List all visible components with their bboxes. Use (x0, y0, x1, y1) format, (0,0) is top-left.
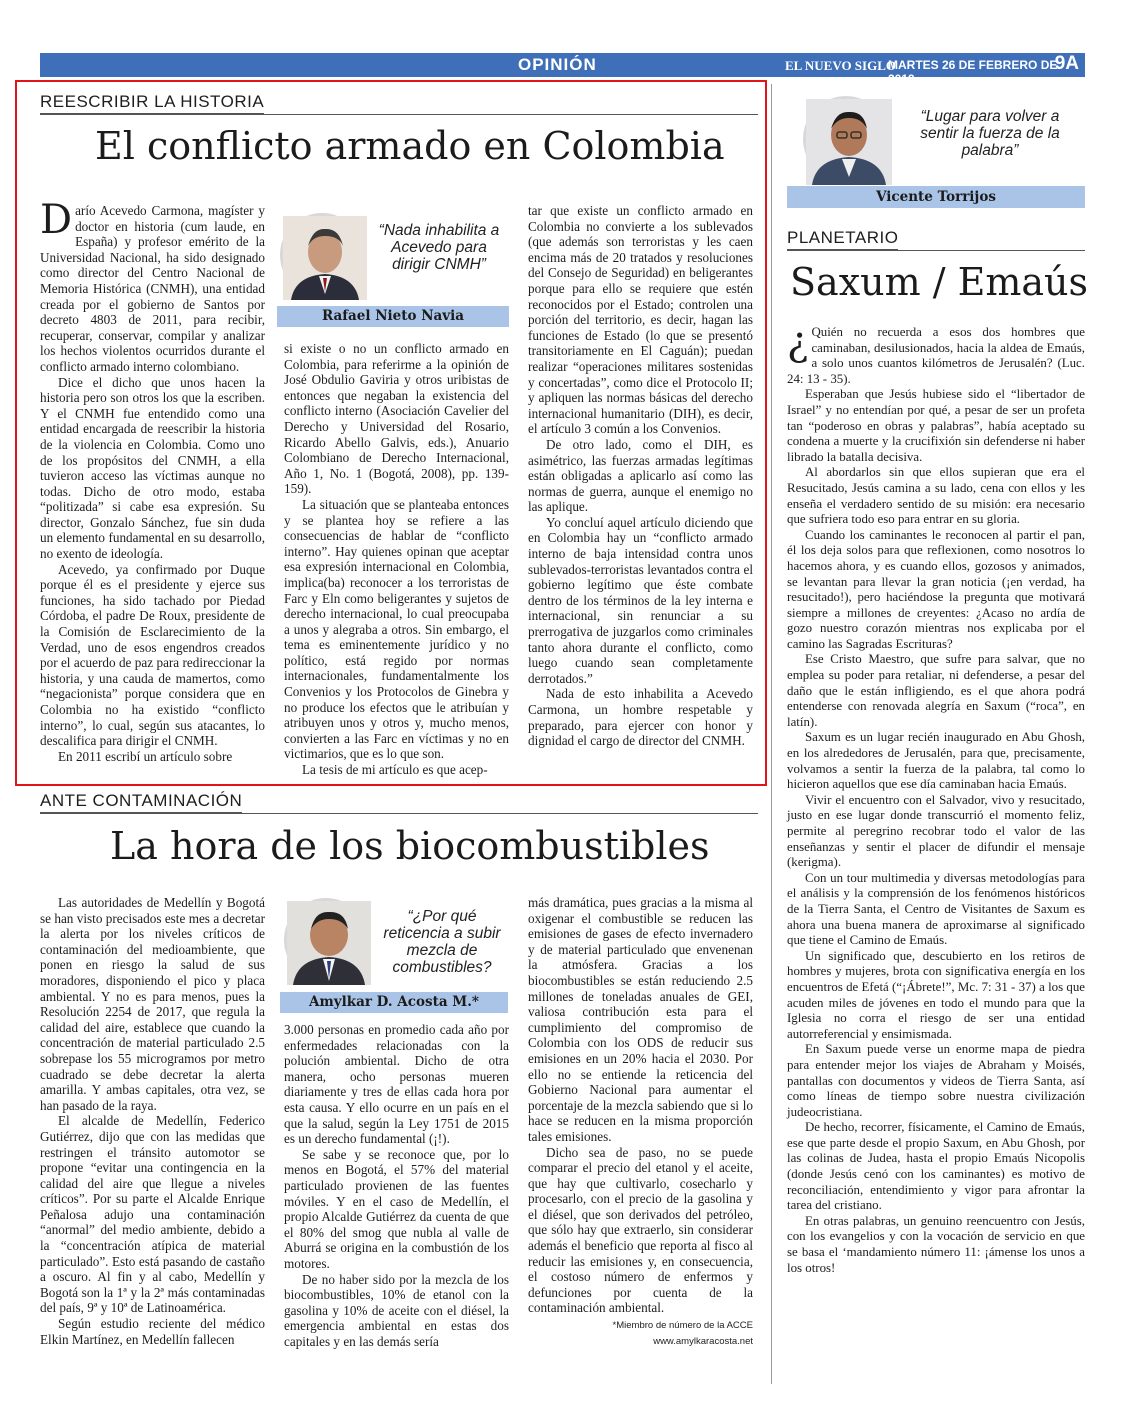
portrait-icon (287, 901, 371, 985)
article1-column-3 (528, 203, 753, 763)
portrait-icon (283, 216, 367, 300)
article1-columnist-box (277, 208, 509, 328)
page-header-bar (40, 53, 1085, 86)
paragraph: Dice el dicho que unos hacen la historia pero son otros los que la escriben. Y el CNMH fue entendido como una entidad encargada de reescribir la historia de la violencia en Colombia. Como uno de los propósitos del CNMH, a ella tuvieron acceso las víctimas aunque no todas. Dicho de otro modo, estaba “politizada” si cabe esa expresión. Su director, Gonzalo Sánchez, fue sin duda un elemento fundamental en su desarrollo, no exento de ideología. (40, 374, 265, 562)
paragraph: Según estudio reciente del médico Elkin Martínez, en Medellín fallecen (40, 1316, 265, 1347)
article2-column-1 (40, 895, 265, 1375)
paragraph: Al abordarlos sin que ellos supieran que era el Resucitado, Jesús camina a su lado, cena con ellos y les enseña el verdadero sentido de su misión: era necesario que sufriera todo eso para entrar en su gloria. (787, 465, 1085, 527)
dropcap: ¿ (787, 319, 809, 365)
article2-column-3 (528, 895, 753, 1317)
newspaper-name: EL NUEVO SIGLO (785, 58, 896, 73)
article2-kicker: ANTE CONTAMINACIÓN (40, 791, 242, 813)
columnist-name: Vicente Torrijos (787, 186, 1085, 208)
article2-headline: La hora de los biocombustibles (110, 824, 710, 868)
paragraph: En 2011 escribí un artículo sobre (58, 748, 233, 764)
paragraph: De no haber sido por la mezcla de los biocombustibles, 10% de etanol con la gasolina y 10% de aceite con el diésel, la emergencia ambiental en estas dos capitales y en las demás sería (284, 1271, 509, 1349)
columnist-photo (280, 213, 364, 297)
paragraph: Un significado que, descubierto en los retiros de hombres y mujeres, brota con significativa energía en los encuentros de Efetá (“¡Ábrete!”, Mc. 7: 31 - 37) a los que acuden miles de jóvenes en todo el mundo para que la Iglesia no corra el riesgo de ser una entidad autorreferencial y ensimismada. (787, 948, 1085, 1041)
paragraph: De otro lado, como el DIH, es asimétrico, las fuerzas armadas legítimas están obligadas a aplicarlo así como las normas de guerra, aunque el enemigo no las aplique. (528, 436, 753, 515)
paragraph: tar que existe un conflicto armado en Colombia no convierte a los sublevados (que además son terroristas y les caen encima más de 20 tratados y resoluciones del Consejo de Seguridad) en beligerantes porque para ello se requiere que estén reconocidos por el Estado; controlen una porción del territorio, es decir, hagan las funciones de Estado (lo que se presentó transitoriamente en El Caguán); puedan realizar “operaciones militares sostenidas y concertadas”, como dice el Protocolo II; y apliquen las normas básicas del derecho internacional humanitario (DIH), es decir, el artículo 3 común a los Convenios. (528, 203, 753, 437)
columnist-name: Amylkar D. Acosta M.* (280, 992, 508, 1013)
section-title: OPINIÓN (518, 55, 597, 74)
page-number: 9A (1054, 53, 1079, 74)
paragraph: Acevedo, ya confirmado por Duque porque él es el presidente y ejerce sus funciones, ha sido tachado por Piedad Córdoba, el padre De Roux, presidente de la Comisión de Esclarecimiento de la Verdad, uno de esos engendros creados por el acuerdo de paz para redireccionar la historia, y una cauda de mamertos, como “negacionista” porque considera que en Colombia no ha existido “conflicto interno”, lo cual, según sus atacantes, lo descalifica para dirigir el CNMH. (40, 561, 265, 749)
paragraph: Dicho sea de paso, no se puede comparar el precio del etanol y el aceite, que hay que cultivarlo, cosecharlo y procesarlo, con el precio de la gasolina y el diésel, que son derivados del petróleo, que sólo hay que extraerlo, sin considerar además el beneficio que reporta al fisco al reducir las emisiones y, en consecuencia, el costoso número de enfermos y defunciones por cuenta de la contaminación ambiental. (528, 1144, 753, 1316)
column-divider (771, 84, 772, 1384)
columnist-quote: “Nada inhabilita a Acevedo para dirigir CNMH” (378, 222, 500, 273)
article3-columnist-box (787, 94, 1085, 210)
columnist-quote: “¿Por qué reticencia a subir mezcla de combustibles? (383, 908, 501, 976)
article2-rule (40, 813, 758, 814)
article3-rule (787, 250, 1085, 251)
paragraph: El alcalde de Medellín, Federico Gutiérrez, dijo que con las medidas que restringen el tránsito automotor se propone “evitar una contingencia en la calidad del aire que llegue a niveles críticos”. Por su parte el Alcalde Enrique Peñalosa adujo una contaminación “anormal” del medio ambiente, debido a la “concentración atípica de material particulado”. Esto está pasando de castaño a oscuro. Al fin y al cabo, Medellín y Bogotá son la 1ª y la 2ª más contaminadas del país, 9ª y 10ª de Latinoamérica. (40, 1113, 265, 1316)
author-website: www.amylkaracosta.net (653, 1336, 753, 1347)
paragraph: más dramática, pues gracias a la misma al oxigenar el combustible se reducen las emisiones de gases de efecto invernadero y de material particulado que envenenan la atmósfera. Gracias a los biocombustibles se están reduciendo 2.5 millones de toneladas anuales de GEI, valiosa contribución esta para el cumplimiento del compromiso de Colombia con los ODS de reducir sus emisiones en un 20% hacia el 2030. Por ello no se entiende la reticencia del Gobierno Nacional para aumentar el porcentaje de la mezcla sabiendo que si lo hace se reducen en la misma proporción tales emisiones. (528, 895, 753, 1144)
author-footnote: *Miembro de número de la ACCE (612, 1320, 753, 1331)
columnist-quote: “Lugar para volver a sentir la fuerza de la palabra” (920, 108, 1060, 159)
article1-headline: El conflicto armado en Colombia (95, 124, 725, 168)
article1-column-1 (40, 197, 265, 764)
paragraph: Yo concluí aquel artículo diciendo que en Colombia hay un “conflicto armado interno de baja intensidad contra unos sublevados-terroristas levantados contra el gobierno legítimo que éste combate dentro de los términos de la ley interna e internacional, sin renunciar a su prerrogativa de juzgarlos como criminales tanto ahora durante el conflicto, como luego cuando sean completamente derrotados.” (528, 514, 753, 686)
paragraph: Se sabe y se reconoce que, por lo menos en Bogotá, el 57% del material particulado provienen de las fuentes móviles. Y en el caso de Medellín, el propio Alcalde Gutiérrez da cuenta de que el 80% del smog que nubla al valle de Aburrá se origina en la combustión de los motores. (284, 1146, 509, 1271)
article2-columnist-box (280, 896, 508, 1014)
paragraph: En Saxum puede verse un enorme mapa de piedra para entender mejor los viajes de Abraham y Moisés, pantallas con documentos y videos de Tierra Santa, así como líneas de tiempo sobre nuestra civilización judeocristiana. (787, 1042, 1085, 1119)
paragraph: Nada de esto inhabilita a Acevedo Carmona, un hombre respetable y preparado, para ejercer con honor y dignidad el cargo de director del CNMH. (528, 686, 753, 749)
article1-kicker: REESCRIBIR LA HISTORIA (40, 92, 264, 114)
columnist-photo (284, 898, 368, 982)
paragraph: Las autoridades de Medellín y Bogotá se han visto precisados este mes a decretar la alerta por los niveles críticos de contaminación del medioambiente, que ponen en riesgo la salud de sus moradores, disponiendo el pico y placa ambiental. Y no es para menos, pues la Resolución 2254 de 2017, que regula la calidad del aire, establece que cuando la concentración de material particulado 2.5 sobrepase los 55 microgramos por metro cuadrado se debe decretar la alerta amarilla. Y ambas capitales, otra vez, se han pasado de la raya. (40, 895, 265, 1113)
paragraph: Quién no recuerda a esos dos hombres que caminaban, desilusionados, hacia la aldea de Emaús, a solo unos cuantos kilómetros de Jerusalén? (Luc. 24: 13 - 35). (787, 325, 1085, 386)
paragraph: En otras palabras, un genuino reencuentro con Jesús, con los evangelios y con la vocación de servicio en que se basa el ‘mandamiento número 11: ¡ámense los unos a los otros! (787, 1213, 1085, 1275)
paragraph: La tesis de mi artículo es que acep- (302, 762, 488, 778)
paragraph: si existe o no un conflicto armado en Colombia, para referirme a la opinión de José Obdulio Gaviria y otros uribistas de entonces que negaban la existencia del conflicto interno (Asociación Cavelier del Derecho y Universidad del Rosario, Ricardo Abello Galvis, eds.), Anuario Colombiano de Derecho Internacional, Año 1, No. 1 (Bogotá, 2008), pp. 139-159). (284, 341, 509, 497)
article3-kicker: PLANETARIO (787, 228, 898, 250)
paragraph: De hecho, recorrer, físicamente, el Camino de Emaús, ese que parte desde el propio Saxum, en Abu Ghosh, por las colinas de Judea, hasta el propio Emaús Nicopolis (donde Jesús cenó con los caminantes) es motivo de reconciliación, entendimiento y vigor para afrontar la tarea del cristiano. (787, 1120, 1085, 1213)
article3-headline: Saxum / Emaús (790, 260, 1088, 304)
paragraph: Con un tour multimedia y diversas metodologías para el análisis y la comprensión de los fenómenos históricos de la Tierra Santa, el Centro de Visitantes de Saxum es ahora una buena manera de aproximarse al significado que tiene el Camino de Emaús. (787, 870, 1085, 948)
paragraph: Esperaban que Jesús hubiese sido el “libertador de Israel” y no entendían por qué, a pesar de ser un profeta tan “poderoso en obras y palabras”, había aceptado su condena a muerte y la crucifixión sin defenderse ni haber librado la batalla decisiva. (787, 387, 1085, 464)
article1-column-2 (284, 341, 509, 778)
columnist-photo (803, 96, 889, 182)
paragraph: 3.000 personas en promedio cada año por enfermedades relacionadas con la polución ambiental. Dicho de otra manera, ocho personas mueren diariamente y tres de ellas cada hora por esta causa. Y ello ocurre en un país en el que la salud, según la Ley 1751 de 2015 es un derecho fundamental (¡!). (284, 1022, 509, 1147)
columnist-name: Rafael Nieto Navia (277, 306, 509, 327)
portrait-icon (806, 99, 892, 185)
paragraph: Ese Cristo Maestro, que sufre para salvar, que no emplea su poder para retaliar, ni defenderse, a pesar del daño que le están infligiendo, es el que ahora podrá entenderse con renovada alegría en Saxum (“roca”, en latín). (787, 652, 1085, 729)
article3-column (787, 319, 1085, 1387)
paragraph: Cuando los caminantes le reconocen al partir el pan, él los deja solos para que reflexionen, como nosotros lo hacemos ahora, y es cuando ellos, gozosos y animados, se levantan para llevar la gran noticia (¡en verdad, ha resucitado!), pero haciéndose la pregunta que motivará siempre a millones de creyentes: ¿Acaso no ardía de gozo nuestro corazón mientras nos explicaba por el camino las Sagradas Escrituras? (787, 527, 1085, 651)
paragraph: Saxum es un lugar recién inaugurado en Abu Ghosh, en los alrededores de Jerusalén, para que, precisamente, volvamos a sentir la fuerza de la palabra, tal como lo hicieron aquellos que ese día caminaban hacia Emaús. (787, 730, 1085, 792)
issue-date: MARTES 26 DE FEBRERO DE 2019 (888, 58, 1058, 86)
paragraph: La situación que se planteaba entonces y se plantea hoy se refiere a las consecuencias de hablar de “conflicto interno”. Hay quienes opinan que aceptar esa expresión internacional en Colombia, implica(ba) reconocer a los terroristas de Farc y Eln como beligerantes y sujetos de derecho internacional, lo cual preocupaba a unos y alegraba a otros. Sin embargo, el tema es eminentemente jurídico y no político, está regido por normas internacionales, fundamentalmente los Convenios y los Protocolos de Ginebra y no produce los efectos que le atribuían y atribuyen unos y otros y, mucho menos, convierten a las Farc en víctimas y no en victimarios, que es lo que son. (284, 496, 509, 762)
article2-column-2 (284, 1022, 509, 1375)
paragraph: Vivir el encuentro con el Salvador, vivo y resucitado, justo en ese lugar donde transcurrió el momento feliz, permite al peregrino recobrar todo el valor de las enseñanzas y sentir el placer de difundir el mensaje (kerigma). (787, 792, 1085, 870)
article1-rule (40, 114, 758, 115)
paragraph: arío Acevedo Carmona, magíster y doctor en historia (cum laude, en España) y profesor emérito de la Universidad Nacional, ha sido designado como director del Centro Nacional de Memoria Histórica (CNMH), una entidad creada por el gobierno de Santos por decreto 4803 de 2011, para recibir, recuperar, conservar, compilar y analizar los hechos violentos ocurridos durante el conflicto armado interno colombiano. (40, 203, 265, 374)
dropcap: D (40, 197, 73, 243)
